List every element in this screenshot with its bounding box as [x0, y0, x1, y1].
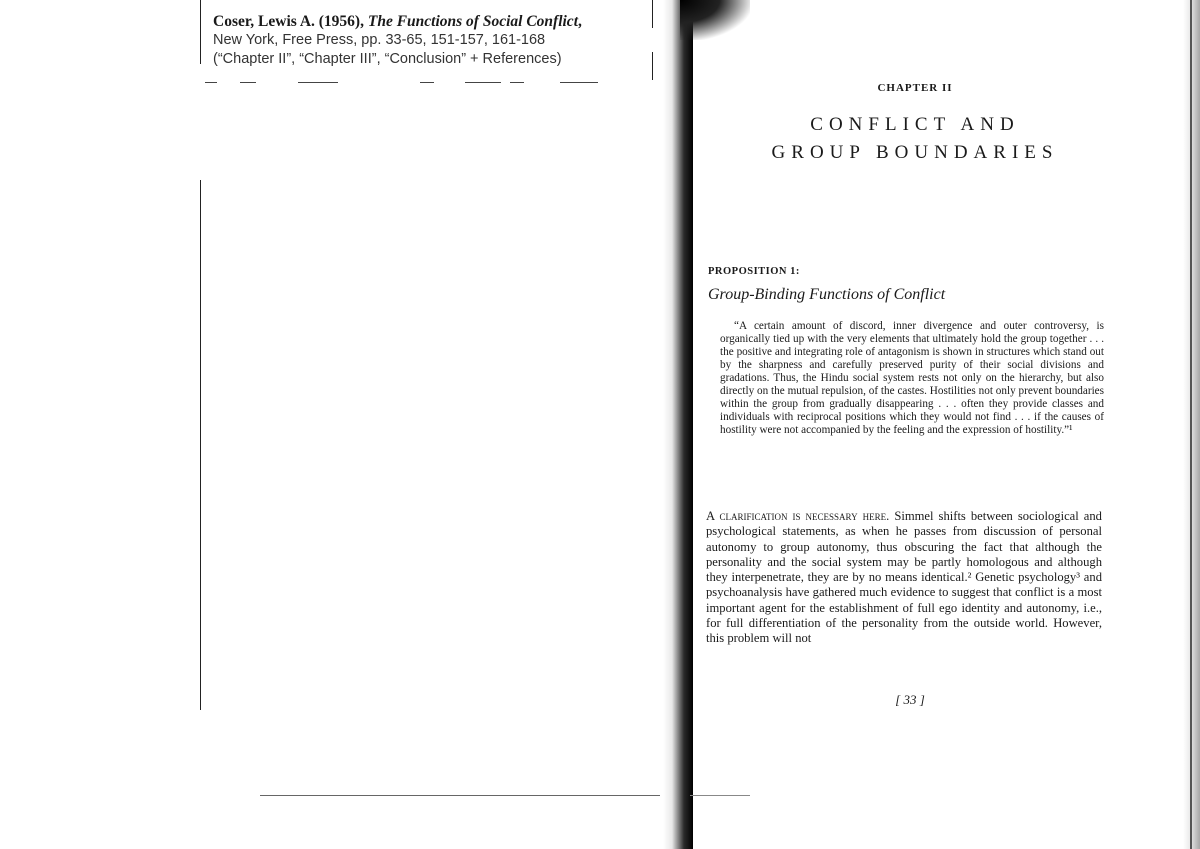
body-text: Simmel shifts between sociological and psychological statements, as when he passes from discussion of personal autonomy to group autonomy, thus obscuring the fact that although the personality and the social system may be partly homologous and although they interpenetrate, they are by no means identical.² Genetic psychology³ and psychoanalysis have gathered much evidence to suggest that conflict is a most important agent for the establishment of full ego identity and autonomy, i.e., for full differentiation of the personality from the outside world. However, this problem will not — [706, 509, 1102, 646]
dash-5 — [465, 82, 501, 83]
citation-block — [213, 12, 582, 69]
dash-3 — [298, 82, 338, 83]
page-number: [ 33 ] — [895, 692, 925, 707]
simmel-quotation: “A certain amount of discord, inner divergence and outer controversy, is organically tied up with the very elements that ultimately hold the group together . . . the positive and integrating role of antagonism is shown in structures which stand out by the sharpness and carefully preserved purity of their social divisions and gradations. Thus, the Hindu social system rests not only on the hierarchy, but also directly on the mutual repulsion, of the castes. Hostilities not only prevent boundaries within the group from gradually disappearing . . . often they provide classes and individuals with reciprocal positions which they would not find . . . if the causes of hostility were not accompanied by the feeling and the expression of hostility.”¹ — [720, 320, 1104, 436]
dash-4 — [420, 82, 434, 83]
citation-right-rule-2 — [652, 52, 653, 80]
dash-1 — [205, 82, 217, 83]
chapter-title-line-1: CONFLICT AND — [810, 114, 1020, 135]
chapter-label: CHAPTER II — [877, 82, 953, 94]
dash-7 — [560, 82, 598, 83]
right-page-edge-line — [1190, 0, 1192, 849]
citation-line-2: New York, Free Press, pp. 33-65, 151-157, 161-168 — [213, 32, 546, 48]
left-margin-line — [200, 0, 201, 64]
proposition-title: Group-Binding Functions of Conflict — [708, 286, 946, 303]
right-bottom-rule — [690, 795, 750, 796]
chapter-title-line-2: GROUP BOUNDARIES — [771, 142, 1059, 163]
citation-right-rule — [652, 0, 653, 28]
book-spine-shadow — [663, 0, 693, 849]
dash-6 — [510, 82, 524, 83]
citation-book-title: The Functions of Social Conflict — [367, 13, 578, 30]
dash-2 — [240, 82, 256, 83]
citation-line-3: (“Chapter II”, “Chapter III”, “Conclusion” + References) — [213, 51, 562, 67]
spine-top-shadow — [680, 0, 750, 40]
body-paragraph — [706, 509, 1102, 647]
citation-line-1: Coser, Lewis A. (1956), The Functions of Social Conflict, — [213, 13, 582, 30]
page-bottom-rule — [260, 795, 660, 796]
left-margin-line-lower — [200, 180, 201, 710]
body-lead-in: A clarification is necessary here. — [706, 509, 890, 523]
proposition-label: PROPOSITION 1: — [708, 266, 800, 277]
